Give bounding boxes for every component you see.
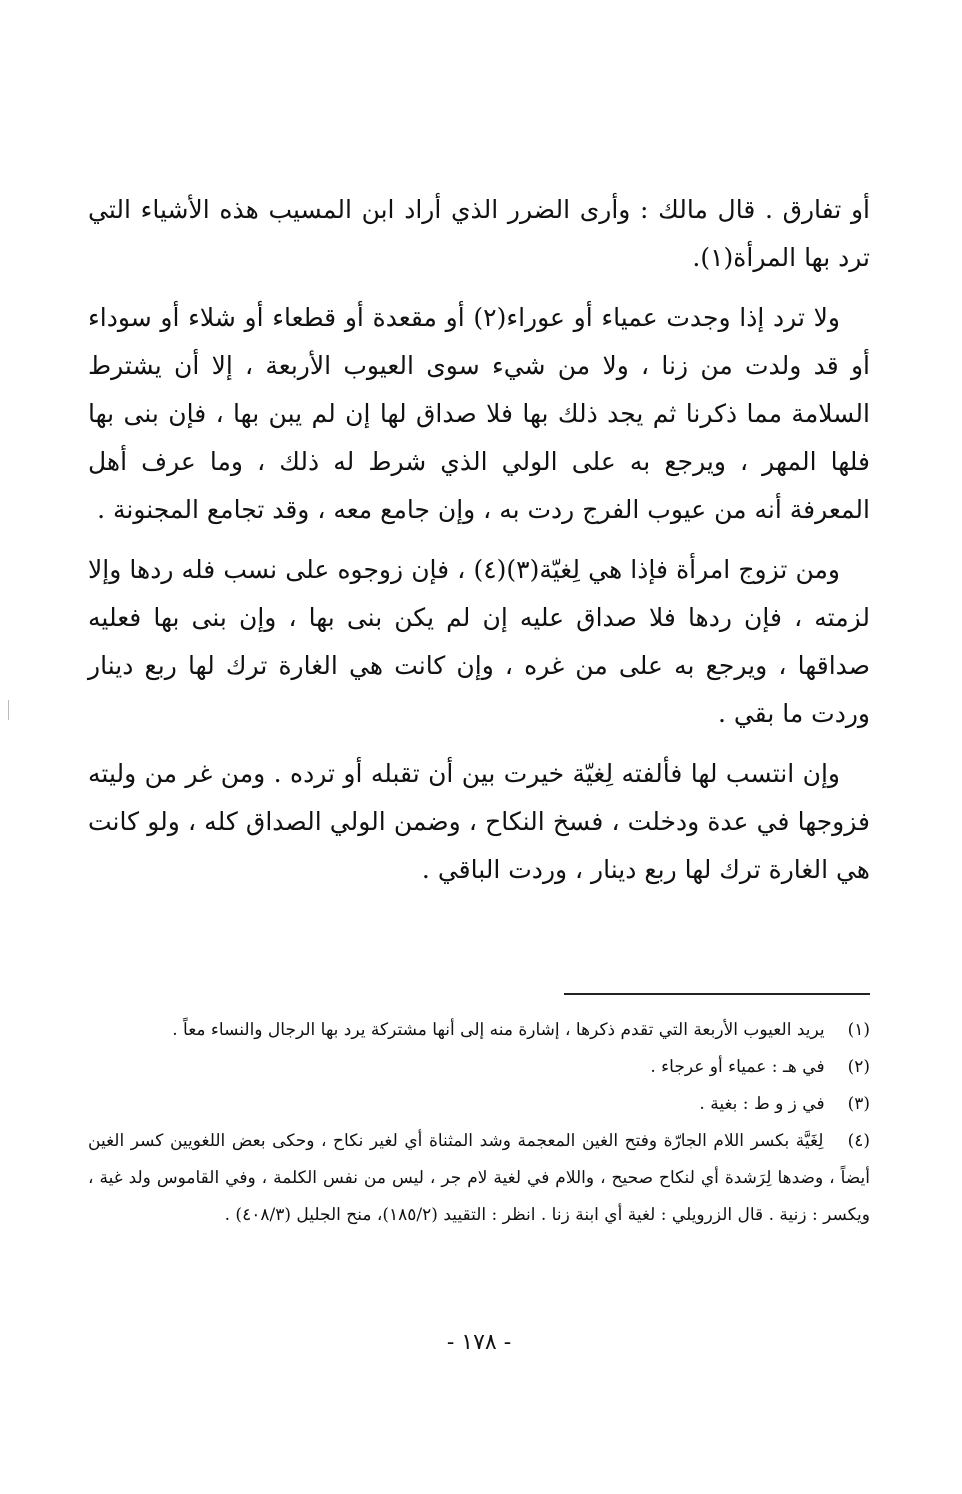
footnote-4	[88, 1123, 870, 1234]
footnote-number: (٤)	[847, 1131, 870, 1151]
footnote-separator	[564, 993, 870, 995]
footnote-number: (٣)	[847, 1094, 870, 1114]
footnote-text: يريد العيوب الأربعة التي تقدم ذكرها ، إشارة منه إلى أنها مشتركة يرد بها الرجال والنساء معاً .	[172, 1020, 825, 1040]
footnote-text: في هـ : عمياء أو عرجاء .	[650, 1057, 825, 1077]
main-text	[88, 186, 870, 906]
footnote-2	[88, 1049, 870, 1086]
paragraph-3: ومن تزوج امرأة فإذا هي لِغيّة(٣)(٤) ، فإن زوجوه على نسب فله ردها وإلا لزمته ، فإن ردها فلا صداق عليه إن لم يكن بنى بها ، وإن بنى بها فعليه صداقها ، ويرجع به على من غره ، وإن كانت هي الغارة ترك لها ربع دينار وردت ما بقي .	[88, 555, 870, 728]
paragraph-4: وإن انتسب لها فألفته لِغيّة خيرت بين أن تقبله أو ترده . ومن غر من وليته فزوجها في عدة ودخلت ، فسخ النكاح ، وضمن الولي الصداق كله ، ولو كانت هي الغارة ترك لها ربع دينار ، وردت الباقي .	[88, 759, 870, 884]
paragraph-1: أو تفارق . قال مالك : وأرى الضرر الذي أراد ابن المسيب هذه الأشياء التي ترد بها المرأة(١).	[88, 195, 870, 272]
footnote-text: في ز و ط : بغية .	[699, 1094, 825, 1114]
paragraph-2: ولا ترد إذا وجدت عمياء أو عوراء(٢) أو مقعدة أو قطعاء أو شلاء أو سوداء أو قد ولدت من زنا ، ولا من شيء سوى العيوب الأربعة ، إلا أن يشترط السلامة مما ذكرنا ثم يجد ذلك بها فلا صداق لها إن لم يبن بها ، فإن بنى بها فلها المهر ، ويرجع به على الولي الذي شرط له ذلك ، وما عرف أهل المعرفة أنه من عيوب الفرج ردت به ، وإن جامع معه ، وقد تجامع المجنونة .	[88, 303, 870, 524]
book-page	[88, 0, 870, 1494]
footnote-3	[88, 1086, 870, 1123]
page-number: - ١٧٨ -	[446, 1330, 512, 1355]
footnotes	[88, 1012, 870, 1234]
footnote-1	[88, 1012, 870, 1049]
footnote-text: لِغَيَّة بكسر اللام الجارّة وفتح الغين المعجمة وشد المثناة أي لغير نكاح ، وحكى بعض اللغويين كسر الغين أيضاً ، وضدها لِرَشدة أي لنكاح صحيح ، واللام في لغية لام جر ، ليس من نفس الكلمة ، وفي القاموس ولد غية ، ويكسر : زنية . قال الزرويلي : لغية أي ابنة زنا . انظر : التقييد (١٨٥/٢)، منح الجليل (٤٠٨/٣) .	[88, 1131, 870, 1225]
scan-artifact	[8, 700, 9, 720]
footnote-number: (١)	[847, 1020, 870, 1040]
footnote-number: (٢)	[847, 1057, 870, 1077]
